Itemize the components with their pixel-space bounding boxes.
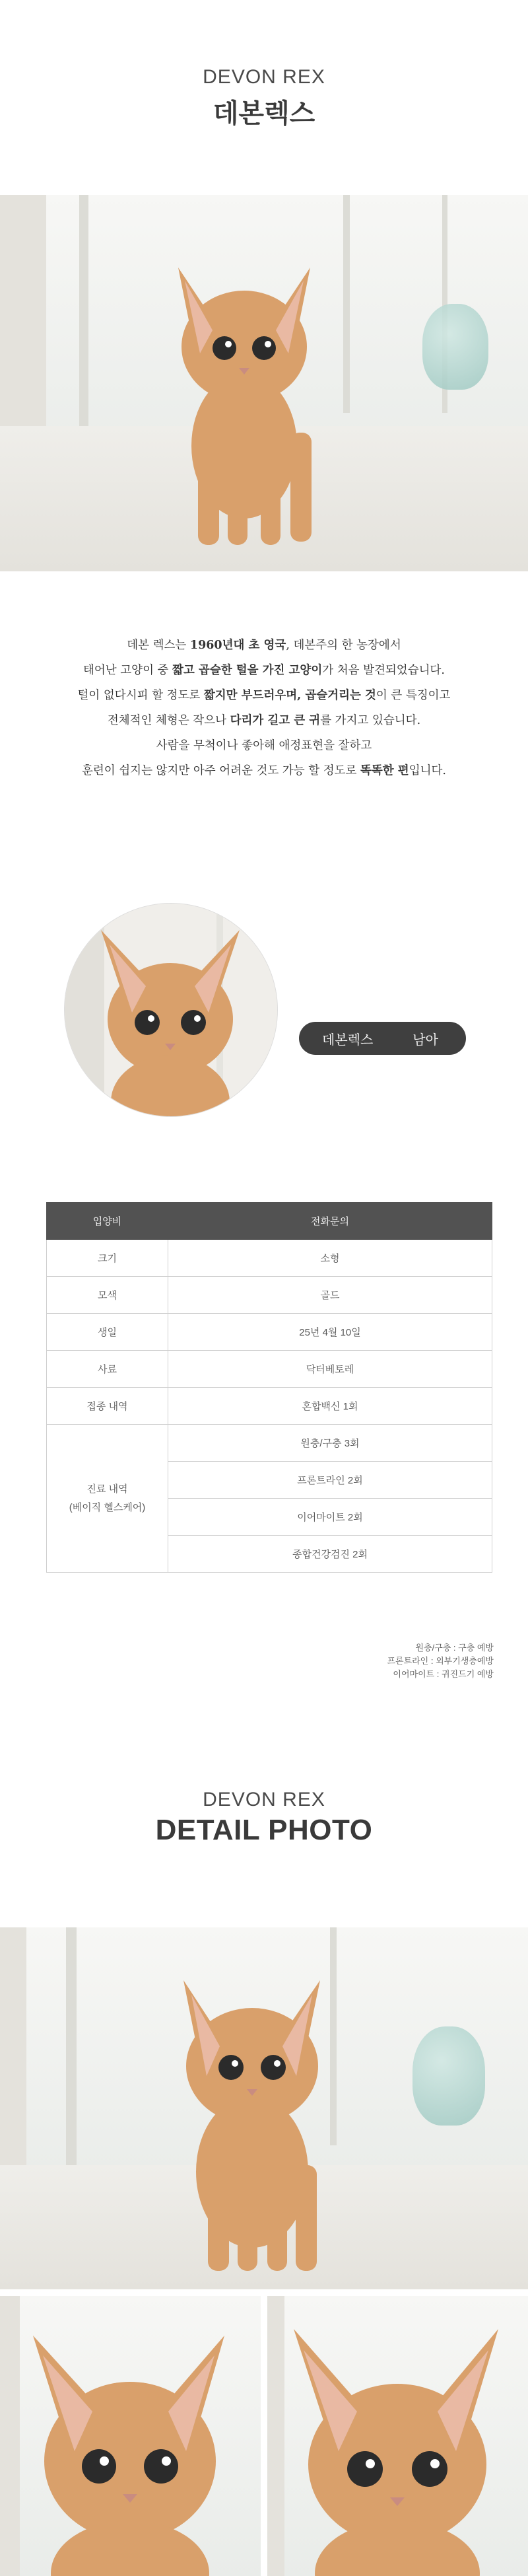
care-label [47, 1425, 168, 1573]
profile-pill [299, 1022, 466, 1055]
table-header-value: 전화문의 [168, 1203, 492, 1240]
detail-photo-left [0, 2296, 261, 2576]
description-text: 사람을 무척이나 좋아해 애정표현을 잘하고 [156, 739, 372, 752]
detail-photo-main [0, 1927, 528, 2289]
description-line [0, 633, 528, 658]
description-text: 입니다. [409, 764, 446, 777]
description-highlight: 짧고 곱슬한 털을 가진 고양이 [172, 664, 323, 677]
care-item: 원충/구충 3회 [168, 1425, 492, 1462]
description-text: 털이 없다시피 할 정도로 [77, 689, 204, 702]
row-label: 크기 [47, 1240, 168, 1277]
description-text: 훈련이 쉽지는 않지만 아주 어려운 것도 가능 할 정도로 [82, 764, 360, 777]
care-label-line1: 진료 내역 [86, 1483, 128, 1495]
detail-photo-right [267, 2296, 528, 2576]
row-label: 사료 [47, 1351, 168, 1388]
table-header-label: 입양비 [47, 1203, 168, 1240]
row-label: 생일 [47, 1314, 168, 1351]
description-line [0, 758, 528, 783]
row-value: 혼합백신 1회 [168, 1388, 492, 1425]
detail-cat-closeup-right [267, 2296, 528, 2576]
note-line: 이어마이트 : 귀진드기 예방 [393, 1669, 494, 1679]
care-item: 종합건강검진 2회 [168, 1536, 492, 1573]
description-highlight: 똑똑한 편 [360, 764, 409, 777]
description-text: 태어난 고양이 중 [82, 664, 173, 677]
breed-title-ko: 데본렉스 [213, 99, 315, 128]
description-text: , 데본주의 한 농장에서 [286, 639, 401, 652]
breed-description [0, 633, 528, 783]
description-highlight: 짧지만 부드러우며, 곱슬거리는 것 [203, 689, 376, 702]
note-line: 프론트라인 : 외부기생충예방 [387, 1656, 494, 1666]
table-row [47, 1351, 492, 1388]
note-line: 원충/구충 : 구충 예방 [415, 1643, 494, 1653]
row-value: 골드 [168, 1277, 492, 1314]
detail-title-en: DEVON REX [203, 1789, 325, 1810]
page-header [0, 66, 528, 130]
detail-header [0, 1789, 528, 1847]
description-text: 를 가지고 있습니다. [320, 714, 421, 727]
table-row [47, 1425, 492, 1462]
detail-title: DETAIL PHOTO [155, 1814, 373, 1846]
detail-cat-closeup-left [0, 2296, 261, 2576]
main-cat-photo [0, 195, 528, 571]
info-table [46, 1202, 492, 1573]
description-text: 가 처음 발견되었습니다. [322, 664, 445, 677]
row-label: 접종 내역 [47, 1388, 168, 1425]
table-row [47, 1277, 492, 1314]
row-value: 닥터베토레 [168, 1351, 492, 1388]
row-label: 모색 [47, 1277, 168, 1314]
care-label-line2: (베이직 헬스케어) [69, 1501, 146, 1513]
table-row [47, 1314, 492, 1351]
cat-illustration [0, 195, 528, 571]
table-row [47, 1388, 492, 1425]
profile-name: 데본렉스 [322, 1032, 374, 1048]
table-header-row [47, 1203, 492, 1240]
row-value: 25년 4월 10일 [168, 1314, 492, 1351]
care-item: 이어마이트 2회 [168, 1499, 492, 1536]
profile-sex: 남아 [412, 1032, 438, 1048]
detail-cat-illustration [0, 1927, 528, 2289]
cat-avatar [65, 904, 277, 1116]
table-row [47, 1240, 492, 1277]
description-text: 데본 렉스는 [127, 639, 190, 652]
description-line [0, 683, 528, 708]
description-text: 이 큰 특징이고 [376, 689, 451, 702]
avatar-cat-illustration [65, 904, 277, 1116]
row-value: 소형 [168, 1240, 492, 1277]
care-item: 프론트라인 2회 [168, 1462, 492, 1499]
description-highlight: 1960년대 초 영국 [189, 639, 286, 652]
description-line [0, 658, 528, 683]
care-notes [387, 1641, 494, 1681]
description-line [0, 708, 528, 733]
description-text: 전체적인 체형은 작으나 [107, 714, 230, 727]
description-highlight: 다리가 길고 큰 귀 [230, 714, 321, 727]
breed-title-en: DEVON REX [203, 66, 325, 88]
description-line [0, 733, 528, 758]
